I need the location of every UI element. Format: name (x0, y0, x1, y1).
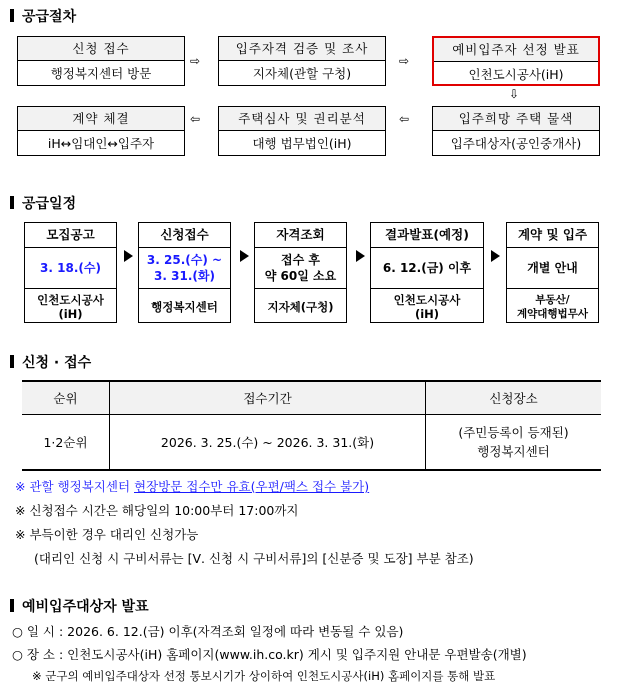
arrow-right-icon: ⇨ (399, 54, 410, 68)
schedule-step-agency: 인천도시공사 (iH) (393, 292, 461, 321)
schedule-step-1 (24, 222, 117, 323)
note-visit-only (15, 477, 369, 495)
procedure-step-body: 인천도시공사(iH) (468, 67, 564, 82)
schedule-step-head: 모집공고 (25, 223, 116, 248)
cell-period: 2026. 3. 25.(수) ~ 2026. 3. 31.(화) (110, 415, 426, 471)
procedure-step-4 (432, 106, 600, 156)
procedure-step-body: 입주대상자(공인중개사) (450, 136, 582, 151)
procedure-step-body: 행정복지센터 방문 (50, 66, 152, 81)
procedure-step-2 (218, 36, 386, 86)
section-title-procedure (10, 6, 76, 26)
procedure-step-head: 신청 접수 (18, 37, 184, 61)
section-bullet (10, 9, 14, 22)
section-title-announce (10, 596, 149, 616)
note-visit-underline: 현장방문 접수만 유효(우편/팩스 접수 불가) (134, 479, 370, 494)
announce-title: 예비입주대상자 발표 (22, 599, 149, 615)
section-title-schedule (10, 193, 76, 213)
application-table (22, 380, 601, 471)
schedule-step-agency: 인천도시공사 (iH) (37, 292, 104, 321)
column-header-place: 신청장소 (426, 381, 602, 415)
arrow-right-icon: ⇨ (190, 54, 201, 68)
triangle-right-icon (356, 250, 365, 262)
note-hours: ※ 신청접수 시간은 해당일의 10:00부터 17:00까지 (15, 503, 299, 518)
column-header-rank: 순위 (22, 381, 110, 415)
procedure-step-3 (432, 36, 600, 86)
procedure-step-head: 주택심사 및 권리분석 (219, 107, 385, 131)
note-visit-prefix: ※ 관할 행정복지센터 (15, 479, 134, 494)
schedule-step-date: 접수 후 약 60일 소요 (255, 248, 346, 289)
procedure-step-5 (218, 106, 386, 156)
procedure-step-1 (17, 36, 185, 86)
announce-date: ○ 일 시 : 2026. 6. 12.(금) 이후(자격조회 일정에 따라 변동될 수 있음) (12, 624, 404, 639)
schedule-step-agency: 지자체(구청) (267, 299, 334, 314)
procedure-step-head: 입주희망 주택 물색 (433, 107, 599, 131)
procedure-step-6 (17, 106, 185, 156)
procedure-step-head: 계약 체결 (18, 107, 184, 131)
application-title: 신청 · 접수 (22, 355, 92, 371)
schedule-step-head: 결과발표(예정) (371, 223, 483, 248)
procedure-step-head: 예비입주자 선정 발표 (434, 38, 598, 62)
announce-note: ※ 군구의 예비입주대상자 선정 통보시기가 상이하여 인천도시공사(iH) 홈페이지를 통해 발표 (32, 669, 496, 683)
procedure-step-body: 대행 법무법인(iH) (252, 136, 352, 151)
schedule-step-head: 신청접수 (139, 223, 230, 248)
triangle-right-icon (491, 250, 500, 262)
schedule-step-agency: 행정복지센터 (151, 299, 218, 314)
note-proxy: ※ 부득이한 경우 대리인 신청가능 (15, 527, 199, 542)
procedure-step-body: 지자체(관할 구청) (252, 66, 352, 81)
table-header-row (22, 381, 601, 415)
schedule-step-4 (370, 222, 484, 323)
table-row (22, 415, 601, 471)
section-title-application (10, 352, 91, 372)
procedure-step-head: 입주자격 검증 및 조사 (219, 37, 385, 61)
schedule-step-date: 6. 12.(금) 이후 (371, 248, 483, 289)
arrow-left-icon: ⇦ (399, 112, 410, 126)
note-proxy-docs: (대리인 신청 시 구비서류는 [Ⅴ. 신청 시 구비서류]의 [신분증 및 도장] 부분 참조) (34, 551, 474, 566)
schedule-step-5 (506, 222, 599, 323)
arrow-left-icon: ⇦ (190, 112, 201, 126)
schedule-step-agency: 부동산/ 계약대행법무사 (516, 293, 588, 320)
procedure-step-body: iH↔임대인↔입주자 (47, 136, 155, 151)
cell-rank: 1·2순위 (22, 415, 110, 471)
procedure-title: 공급절차 (22, 9, 77, 25)
schedule-step-date: 개별 안내 (507, 248, 598, 289)
schedule-step-2 (138, 222, 231, 323)
section-bullet (10, 196, 14, 209)
schedule-step-head: 자격조회 (255, 223, 346, 248)
cell-place: (주민등록이 등재된) 행정복지센터 (426, 415, 602, 471)
announce-place: ○ 장 소 : 인천도시공사(iH) 홈페이지(www.ih.co.kr) 게시 및 입주지원 안내문 우편발송(개별) (12, 647, 527, 662)
section-bullet (10, 355, 14, 368)
schedule-step-head: 계약 및 입주 (507, 223, 598, 248)
schedule-title: 공급일정 (22, 196, 77, 212)
section-bullet (10, 599, 14, 612)
triangle-right-icon (124, 250, 133, 262)
schedule-step-date: 3. 25.(수) ~ 3. 31.(화) (139, 248, 230, 289)
schedule-step-3 (254, 222, 347, 323)
schedule-step-date: 3. 18.(수) (25, 248, 116, 289)
triangle-right-icon (240, 250, 249, 262)
column-header-period: 접수기간 (110, 381, 426, 415)
arrow-down-icon: ⇩ (509, 87, 520, 101)
